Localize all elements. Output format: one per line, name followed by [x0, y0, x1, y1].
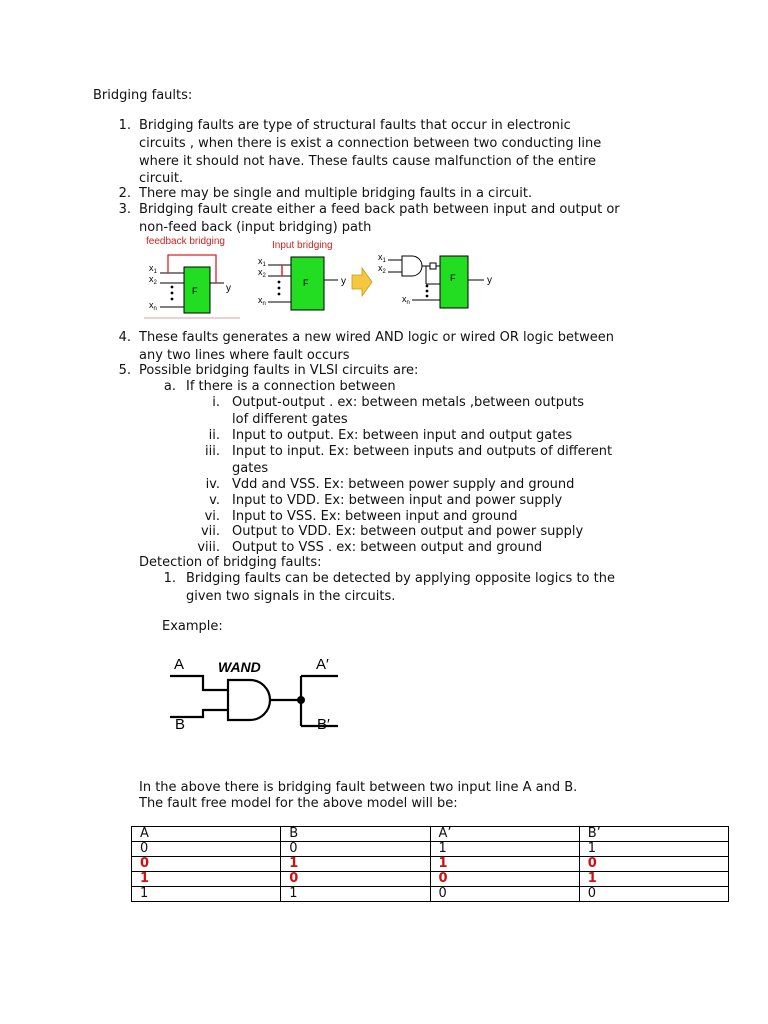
roman-vii-number: vii.	[200, 524, 220, 539]
transform-arrow-icon	[352, 268, 372, 296]
table-cell: 0	[579, 857, 728, 872]
equivalent-x1-label: $x_1$	[378, 252, 386, 264]
input-a-label: A	[174, 656, 185, 673]
roman-viii-number: viii.	[197, 540, 220, 555]
roman-ii-number: ii.	[208, 428, 220, 443]
detection-item-line-2: given two signals in the circuits.	[186, 589, 396, 604]
fault-free-model-note: The fault free model for the above model will be:	[139, 796, 458, 811]
table-cell: 1	[579, 872, 728, 887]
feedback-f-label: F	[192, 286, 198, 296]
table-cell: 0	[281, 842, 430, 857]
equivalent-f-label: F	[450, 273, 456, 283]
table-cell: 0	[132, 857, 281, 872]
input-x2-label: $x_2$	[258, 267, 266, 279]
roman-v-number: v.	[209, 493, 220, 508]
roman-i-number: i.	[212, 395, 220, 410]
input-y-label: y	[341, 276, 346, 287]
feedback-y-label: y	[226, 283, 231, 294]
roman-iv-line-1: Vdd and VSS. Ex: between power supply and ground	[232, 477, 575, 492]
roman-iii-line-2: gates	[232, 461, 269, 476]
item-5-line-1: Possible bridging faults in VLSI circuits are:	[139, 363, 419, 378]
equivalent-y-label: y	[487, 275, 492, 286]
bridging-fault-note: In the above there is bridging fault between two input line A and B.	[139, 780, 578, 795]
page-heading: Bridging faults:	[93, 88, 193, 103]
input-xn-label: $x_n$	[258, 295, 266, 307]
output-a-prime-label: A′	[316, 656, 329, 673]
input-b-label: B	[175, 716, 186, 733]
table-cell: 1	[430, 857, 579, 872]
sub-a-text: If there is a connection between	[186, 379, 396, 394]
roman-iii-number: iii.	[205, 444, 220, 459]
table-header-row	[132, 827, 729, 842]
input-f-label: F	[303, 278, 309, 288]
feedback-xn-label: $x_n$	[149, 300, 157, 312]
table-row-highlighted	[132, 872, 729, 887]
item-2-line-1: There may be single and multiple bridging faults in a circuit.	[139, 186, 533, 201]
roman-vii-line-1: Output to VDD. Ex: between output and power supply	[232, 524, 584, 539]
roman-viii-line-1: Output to VSS . ex: between output and ground	[232, 540, 543, 555]
table-cell: 1	[281, 857, 430, 872]
item-1-number: 1.	[118, 118, 131, 133]
input-bridging-label: Input bridging	[272, 240, 333, 251]
item-4-line-1: These faults generates a new wired AND logic or wired OR logic between	[139, 330, 614, 345]
item-5-number: 5.	[118, 363, 131, 378]
wand-and-gate-icon	[228, 680, 270, 720]
header-b: B	[281, 827, 430, 842]
wand-gate-label: WAND	[218, 659, 261, 675]
and-gate-icon	[402, 256, 422, 276]
input-x1-label: $x_1$	[258, 256, 266, 268]
feedback-x1-label: $x_1$	[149, 263, 157, 275]
item-1-line-3: where it should not have. These faults cause malfunction of the entire	[139, 154, 597, 169]
header-b-prime: B’	[579, 827, 728, 842]
table-cell: 0	[579, 887, 728, 902]
sub-a-number: a.	[163, 379, 176, 394]
table-row-highlighted	[132, 857, 729, 872]
bridging-fault-figure	[140, 232, 500, 322]
item-1-line-4: circuit.	[139, 171, 184, 186]
item-3-line-2: non-feed back (input bridging) path	[139, 220, 372, 235]
header-a-prime: A’	[430, 827, 579, 842]
table-cell: 1	[579, 842, 728, 857]
header-a: A	[132, 827, 281, 842]
roman-vi-number: vi.	[204, 509, 220, 524]
junction-dot	[297, 696, 305, 704]
roman-iv-number: iv.	[205, 477, 220, 492]
roman-ii-line-1: Input to output. Ex: between input and output gates	[232, 428, 573, 443]
wand-circuit-diagram	[168, 650, 358, 740]
table-row	[132, 887, 729, 902]
roman-v-line-1: Input to VDD. Ex: between input and power supply	[232, 493, 563, 508]
table-cell: 0	[281, 872, 430, 887]
detection-item-line-1: Bridging faults can be detected by applying opposite logics to the	[186, 571, 615, 586]
item-3-line-1: Bridging fault create either a feed back path between input and output or	[139, 202, 620, 217]
item-3-number: 3.	[118, 202, 131, 217]
feedback-bridging-label: feedback bridging	[146, 236, 225, 247]
equivalent-xn-label: $x_n$	[402, 294, 410, 306]
equivalent-x2-label: $x_2$	[378, 263, 386, 275]
table-cell: 0	[430, 887, 579, 902]
table-cell: 1	[430, 842, 579, 857]
roman-i-line-1: Output-output . ex: between metals ,between outputs	[232, 395, 585, 410]
feedback-x2-label: $x_2$	[149, 274, 157, 286]
table-cell: 0	[132, 842, 281, 857]
detection-heading: Detection of bridging faults:	[139, 555, 322, 570]
detection-item-number: 1.	[163, 571, 176, 586]
table-cell: 1	[132, 887, 281, 902]
table-cell: 1	[132, 872, 281, 887]
item-1-line-1: Bridging faults are type of structural faults that occur in electronic	[139, 118, 571, 133]
truth-table	[131, 826, 729, 902]
example-label: Example:	[162, 619, 223, 634]
item-1-line-2: circuits , when there is exist a connection between two conducting line	[139, 136, 602, 151]
output-b-prime-label: B′	[317, 716, 330, 733]
table-cell: 1	[281, 887, 430, 902]
item-4-number: 4.	[118, 330, 131, 345]
roman-i-line-2: lof different gates	[232, 412, 348, 427]
roman-vi-line-1: Input to VSS. Ex: between input and ground	[232, 509, 518, 524]
roman-iii-line-1: Input to input. Ex: between inputs and outputs of different	[232, 444, 613, 459]
table-row	[132, 842, 729, 857]
table-cell: 0	[430, 872, 579, 887]
item-2-number: 2.	[118, 186, 131, 201]
item-4-line-2: any two lines where fault occurs	[139, 348, 350, 363]
